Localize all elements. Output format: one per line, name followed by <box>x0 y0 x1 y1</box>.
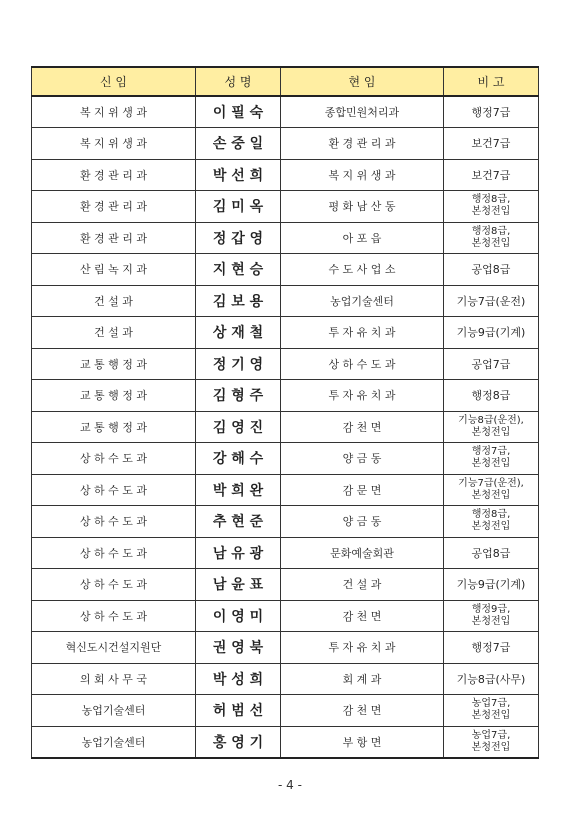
table-row <box>32 443 539 475</box>
current-post-cell: 환 경 관 리 과 <box>281 128 444 160</box>
table-row <box>32 600 539 632</box>
new-post-cell: 농업기술센터 <box>32 695 196 727</box>
note-cell: 공업7급 <box>444 348 539 380</box>
personnel-table <box>31 66 539 759</box>
new-post-cell: 환 경 관 리 과 <box>32 222 196 254</box>
current-post-cell: 문화예술회관 <box>281 537 444 569</box>
note-cell: 행정7급 <box>444 96 539 128</box>
table-row <box>32 348 539 380</box>
table-row <box>32 474 539 506</box>
name-cell: 박 선 희 <box>196 159 281 191</box>
note-cell: 농업7급, 본청전입 <box>444 726 539 758</box>
current-post-cell: 투 자 유 치 과 <box>281 380 444 412</box>
current-post-cell: 양 금 동 <box>281 443 444 475</box>
current-post-cell: 투 자 유 치 과 <box>281 632 444 664</box>
table-row <box>32 159 539 191</box>
table-row <box>32 317 539 349</box>
new-post-cell: 혁신도시건설지원단 <box>32 632 196 664</box>
current-post-cell: 평 화 남 산 동 <box>281 191 444 223</box>
name-cell: 홍 영 기 <box>196 726 281 758</box>
header-note: 비 고 <box>444 67 539 96</box>
note-cell: 행정8급, 본청전입 <box>444 222 539 254</box>
table-row <box>32 411 539 443</box>
note-cell: 농업7급, 본청전입 <box>444 695 539 727</box>
current-post-cell: 감 천 면 <box>281 411 444 443</box>
table-row <box>32 506 539 538</box>
table-row <box>32 191 539 223</box>
new-post-cell: 교 통 행 정 과 <box>32 380 196 412</box>
name-cell: 박 성 희 <box>196 663 281 695</box>
table-row <box>32 380 539 412</box>
note-cell: 기능7급(운전), 본청전입 <box>444 474 539 506</box>
name-cell: 손 중 일 <box>196 128 281 160</box>
new-post-cell: 상 하 수 도 과 <box>32 600 196 632</box>
current-post-cell: 회 계 과 <box>281 663 444 695</box>
current-post-cell: 건 설 과 <box>281 569 444 601</box>
new-post-cell: 상 하 수 도 과 <box>32 474 196 506</box>
note-cell: 행정8급, 본청전입 <box>444 191 539 223</box>
name-cell: 김 보 용 <box>196 285 281 317</box>
note-cell: 공업8급 <box>444 254 539 286</box>
name-cell: 강 해 수 <box>196 443 281 475</box>
new-post-cell: 건 설 과 <box>32 285 196 317</box>
note-cell: 기능9급(기계) <box>444 569 539 601</box>
name-cell: 김 영 진 <box>196 411 281 443</box>
note-cell: 기능9급(기계) <box>444 317 539 349</box>
new-post-cell: 교 통 행 정 과 <box>32 348 196 380</box>
table-row <box>32 285 539 317</box>
page-number: - 4 - <box>278 778 302 792</box>
name-cell: 박 희 완 <box>196 474 281 506</box>
new-post-cell: 환 경 관 리 과 <box>32 191 196 223</box>
note-cell: 기능7급(운전) <box>444 285 539 317</box>
current-post-cell: 양 금 동 <box>281 506 444 538</box>
name-cell: 권 영 북 <box>196 632 281 664</box>
table-row <box>32 128 539 160</box>
new-post-cell: 상 하 수 도 과 <box>32 506 196 538</box>
new-post-cell: 상 하 수 도 과 <box>32 443 196 475</box>
name-cell: 이 필 숙 <box>196 96 281 128</box>
name-cell: 정 기 영 <box>196 348 281 380</box>
new-post-cell: 건 설 과 <box>32 317 196 349</box>
note-cell: 행정7급 <box>444 632 539 664</box>
note-cell: 보건7급 <box>444 159 539 191</box>
name-cell: 김 형 주 <box>196 380 281 412</box>
table-row <box>32 96 539 128</box>
new-post-cell: 상 하 수 도 과 <box>32 537 196 569</box>
name-cell: 남 유 광 <box>196 537 281 569</box>
new-post-cell: 산 림 녹 지 과 <box>32 254 196 286</box>
current-post-cell: 아 포 읍 <box>281 222 444 254</box>
name-cell: 상 재 철 <box>196 317 281 349</box>
current-post-cell: 상 하 수 도 과 <box>281 348 444 380</box>
table-row <box>32 537 539 569</box>
current-post-cell: 감 천 면 <box>281 600 444 632</box>
current-post-cell: 농업기술센터 <box>281 285 444 317</box>
name-cell: 김 미 옥 <box>196 191 281 223</box>
current-post-cell: 수 도 사 업 소 <box>281 254 444 286</box>
new-post-cell: 농업기술센터 <box>32 726 196 758</box>
new-post-cell: 교 통 행 정 과 <box>32 411 196 443</box>
header-name: 성 명 <box>196 67 281 96</box>
header-new-post: 신 임 <box>32 67 196 96</box>
current-post-cell: 복 지 위 생 과 <box>281 159 444 191</box>
table-row <box>32 726 539 758</box>
table-row <box>32 695 539 727</box>
note-cell: 행정9급, 본청전입 <box>444 600 539 632</box>
current-post-cell: 부 항 면 <box>281 726 444 758</box>
new-post-cell: 복 지 위 생 과 <box>32 128 196 160</box>
name-cell: 지 현 승 <box>196 254 281 286</box>
current-post-cell: 종합민원처리과 <box>281 96 444 128</box>
name-cell: 정 갑 영 <box>196 222 281 254</box>
name-cell: 이 영 미 <box>196 600 281 632</box>
header-row <box>32 67 539 96</box>
name-cell: 남 윤 표 <box>196 569 281 601</box>
table-row <box>32 632 539 664</box>
note-cell: 보건7급 <box>444 128 539 160</box>
new-post-cell: 환 경 관 리 과 <box>32 159 196 191</box>
name-cell: 추 현 준 <box>196 506 281 538</box>
table-row <box>32 254 539 286</box>
current-post-cell: 감 문 면 <box>281 474 444 506</box>
header-current-post: 현 임 <box>281 67 444 96</box>
table-row <box>32 569 539 601</box>
note-cell: 행정8급, 본청전입 <box>444 506 539 538</box>
note-cell: 행정7급, 본청전입 <box>444 443 539 475</box>
new-post-cell: 복 지 위 생 과 <box>32 96 196 128</box>
note-cell: 기능8급(사무) <box>444 663 539 695</box>
note-cell: 공업8급 <box>444 537 539 569</box>
new-post-cell: 의 회 사 무 국 <box>32 663 196 695</box>
name-cell: 허 범 선 <box>196 695 281 727</box>
note-cell: 기능8급(운전), 본청전입 <box>444 411 539 443</box>
note-cell: 행정8급 <box>444 380 539 412</box>
current-post-cell: 투 자 유 치 과 <box>281 317 444 349</box>
new-post-cell: 상 하 수 도 과 <box>32 569 196 601</box>
current-post-cell: 감 천 면 <box>281 695 444 727</box>
table-row <box>32 663 539 695</box>
table-row <box>32 222 539 254</box>
